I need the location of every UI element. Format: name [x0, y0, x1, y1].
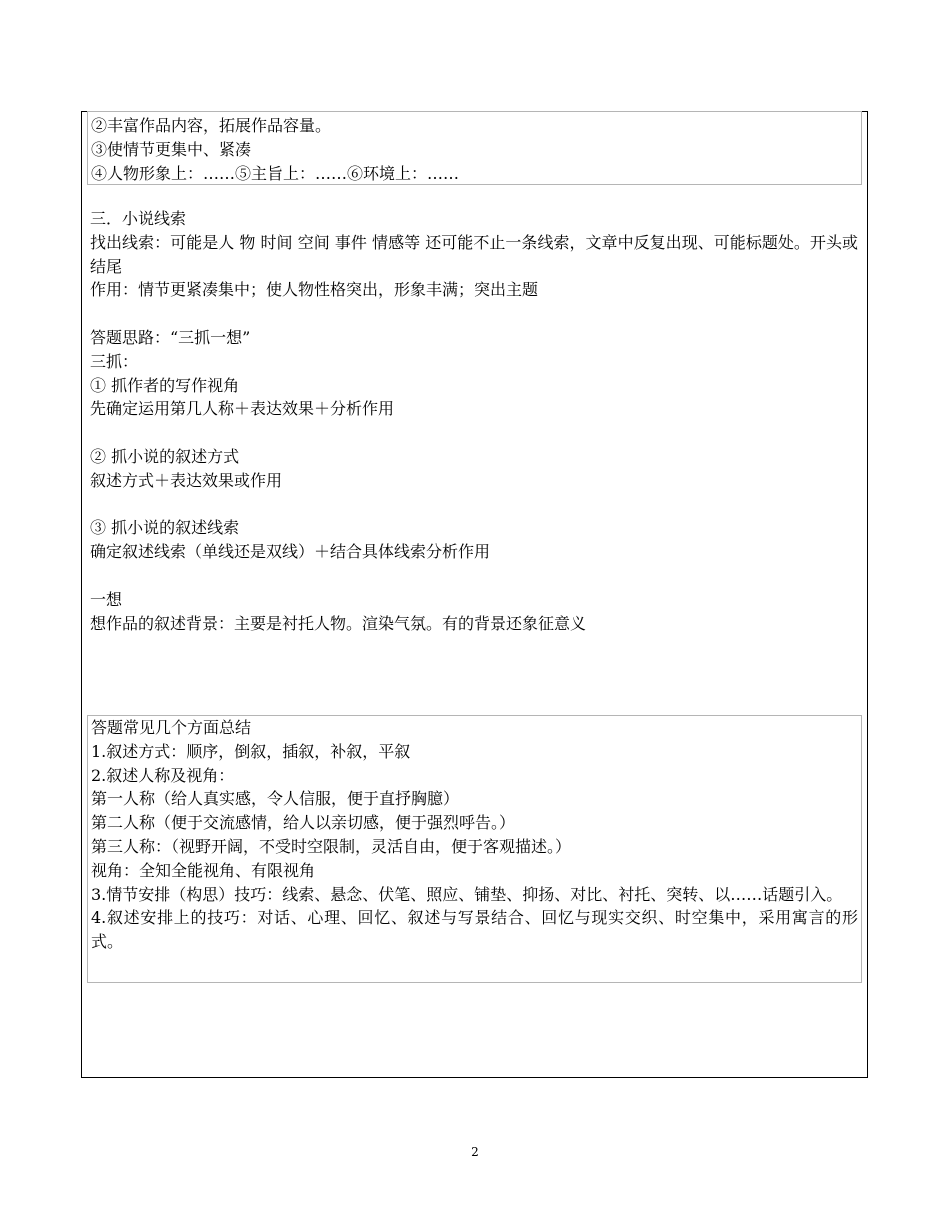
- clue-heading: 三．小说线索: [90, 209, 187, 228]
- person-first: 第一人称（给人真实感，令人信服，便于直抒胸臆）: [91, 789, 460, 809]
- think-desc: 想作品的叙述背景：主要是衬托人物。渲染气氛。有的背景还象征意义: [90, 613, 587, 633]
- summary-item-1: 1.叙述方式：顺序，倒叙，插叙，补叙，平叙: [91, 741, 411, 761]
- summary-item-2: 2.叙述人称及视角：: [91, 765, 235, 785]
- grab2-desc: 叙述方式＋表达效果或作用: [90, 470, 283, 490]
- spacer: [90, 421, 858, 445]
- top-line-4: ④人物形象上：……⑤主旨上：……⑥环境上：……: [91, 163, 460, 183]
- spacer: [90, 564, 858, 588]
- main-content: [90, 207, 858, 635]
- clue-find: 找出线索：可能是人 物 时间 空间 事件 情感等 还可能不止一条线索，文章中反复出现、可能标题处。开头或结尾: [90, 232, 858, 276]
- top-line-3: ③使情节更集中、紧凑: [91, 139, 252, 159]
- grab1-title: ① 抓作者的写作视角: [90, 375, 240, 395]
- summary-text-box: [87, 715, 862, 983]
- summary-title: 答题常见几个方面总结: [91, 718, 252, 737]
- grab3-desc: 确定叙述线索（单线还是双线）＋结合具体线索分析作用: [90, 542, 491, 562]
- top-line-2: ②丰富作品内容，拓展作品容量。: [91, 116, 332, 135]
- summary-item-3: 3.情节安排（构思）技巧：线索、悬念、伏笔、照应、铺垫、抑扬、对比、衬托、突转、以……话题引入。: [91, 884, 843, 904]
- person-second: 第二人称（便于交流感情，给人以亲切感，便于强烈呼告。）: [91, 813, 516, 833]
- one-think-label: 一想: [90, 589, 123, 609]
- spacer: [90, 493, 858, 517]
- three-grab-label: 三抓：: [90, 351, 139, 371]
- perspective: 视角：全知全能视角、有限视角: [91, 860, 316, 880]
- grab2-title: ② 抓小说的叙述方式: [90, 446, 240, 466]
- grab1-desc: 先确定运用第几人称＋表达效果＋分析作用: [90, 399, 395, 419]
- page-number: 2: [471, 1145, 479, 1159]
- top-text-box: [87, 111, 862, 185]
- spacer: [90, 302, 858, 326]
- summary-item-4: 4.叙述安排上的技巧：对话、心理、回忆、叙述与写景结合、回忆与现实交织、时空集中，采用寓言的形式。: [91, 908, 858, 952]
- approach-title: 答题思路：“三抓一想”: [90, 327, 251, 347]
- clue-effect: 作用：情节更紧凑集中；使人物性格突出，形象丰满；突出主题: [90, 280, 539, 300]
- person-third: 第三人称：（视野开阔，不受时空限制，灵活自由，便于客观描述。）: [91, 836, 572, 856]
- grab3-title: ③ 抓小说的叙述线索: [90, 518, 240, 538]
